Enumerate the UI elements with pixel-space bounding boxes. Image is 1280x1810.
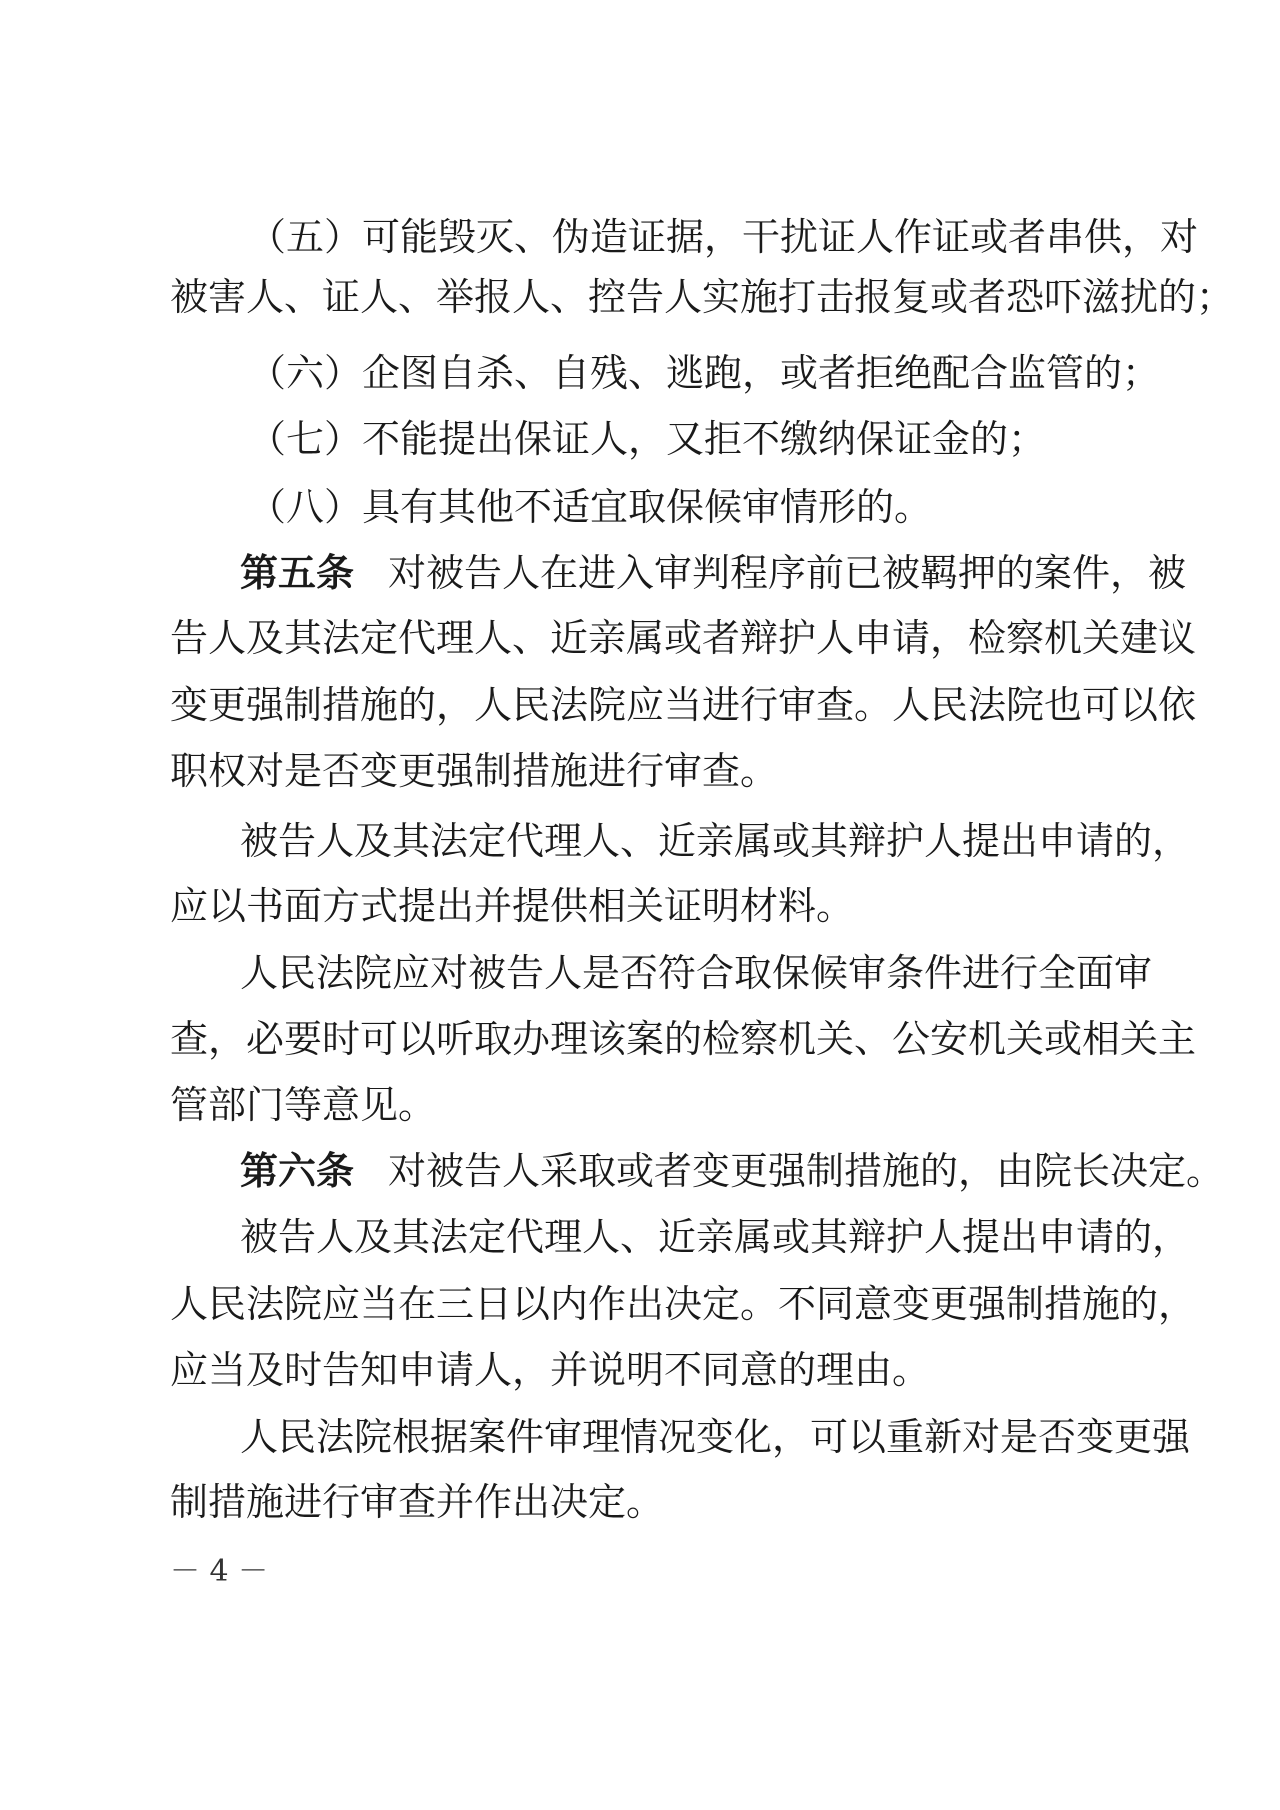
article-6-para-3-line-1: 人民法院根据案件审理情况变化，可以重新对是否变更强: [240, 1415, 1191, 1459]
article-5-heading: 第五条: [240, 551, 355, 595]
page-number: － 4 －: [170, 1554, 269, 1589]
article-6-para-2-line-2: 人民法院应当在三日以内作出决定。不同意变更强制措施的，: [170, 1282, 1197, 1326]
article-5-line-4: 职权对是否变更强制措施进行审查。: [170, 749, 779, 793]
article-6-para-3-line-2: 制措施进行审查并作出决定。: [170, 1480, 665, 1524]
article-5-line-3: 变更强制措施的，人民法院应当进行审查。人民法院也可以依: [170, 683, 1197, 727]
clause-6-line: （六）企图自杀、自残、逃跑，或者拒绝配合监管的；: [248, 351, 1161, 395]
article-5-para-3-line-1: 人民法院应对被告人是否符合取保候审条件进行全面审: [240, 951, 1153, 995]
article-5-para-3-line-3: 管部门等意见。: [170, 1083, 437, 1127]
clause-8-line: （八）具有其他不适宜取保候审情形的。: [248, 485, 933, 529]
article-6-para-2-line-1: 被告人及其法定代理人、近亲属或其辩护人提出申请的，: [240, 1215, 1191, 1259]
article-6-heading: 第六条: [240, 1149, 355, 1193]
clause-7-line: （七）不能提出保证人，又拒不缴纳保证金的；: [248, 417, 1047, 461]
article-5-para-2-line-1: 被告人及其法定代理人、近亲属或其辩护人提出申请的，: [240, 819, 1191, 863]
article-5-text: 对被告人在进入审判程序前已被羁押的案件，被: [388, 551, 1187, 595]
article-5-line-1: [240, 549, 1186, 597]
article-5-para-3-line-2: 查，必要时可以听取办理该案的检察机关、公安机关或相关主: [170, 1017, 1197, 1061]
article-5-line-2: 告人及其法定代理人、近亲属或者辩护人申请，检察机关建议: [170, 616, 1197, 660]
article-5-para-2-line-2: 应以书面方式提出并提供相关证明材料。: [170, 884, 855, 928]
article-6-para-2-line-3: 应当及时告知申请人，并说明不同意的理由。: [170, 1348, 931, 1392]
clause-5-line-1: （五）可能毁灭、伪造证据，干扰证人作证或者串供，对: [248, 215, 1199, 259]
article-6-text: 对被告人采取或者变更强制措施的，由院长决定。: [388, 1149, 1225, 1193]
clause-5-line-2: 被害人、证人、举报人、控告人实施打击报复或者恐吓滋扰的；: [170, 275, 1235, 319]
article-6-line-1: [240, 1147, 1224, 1195]
